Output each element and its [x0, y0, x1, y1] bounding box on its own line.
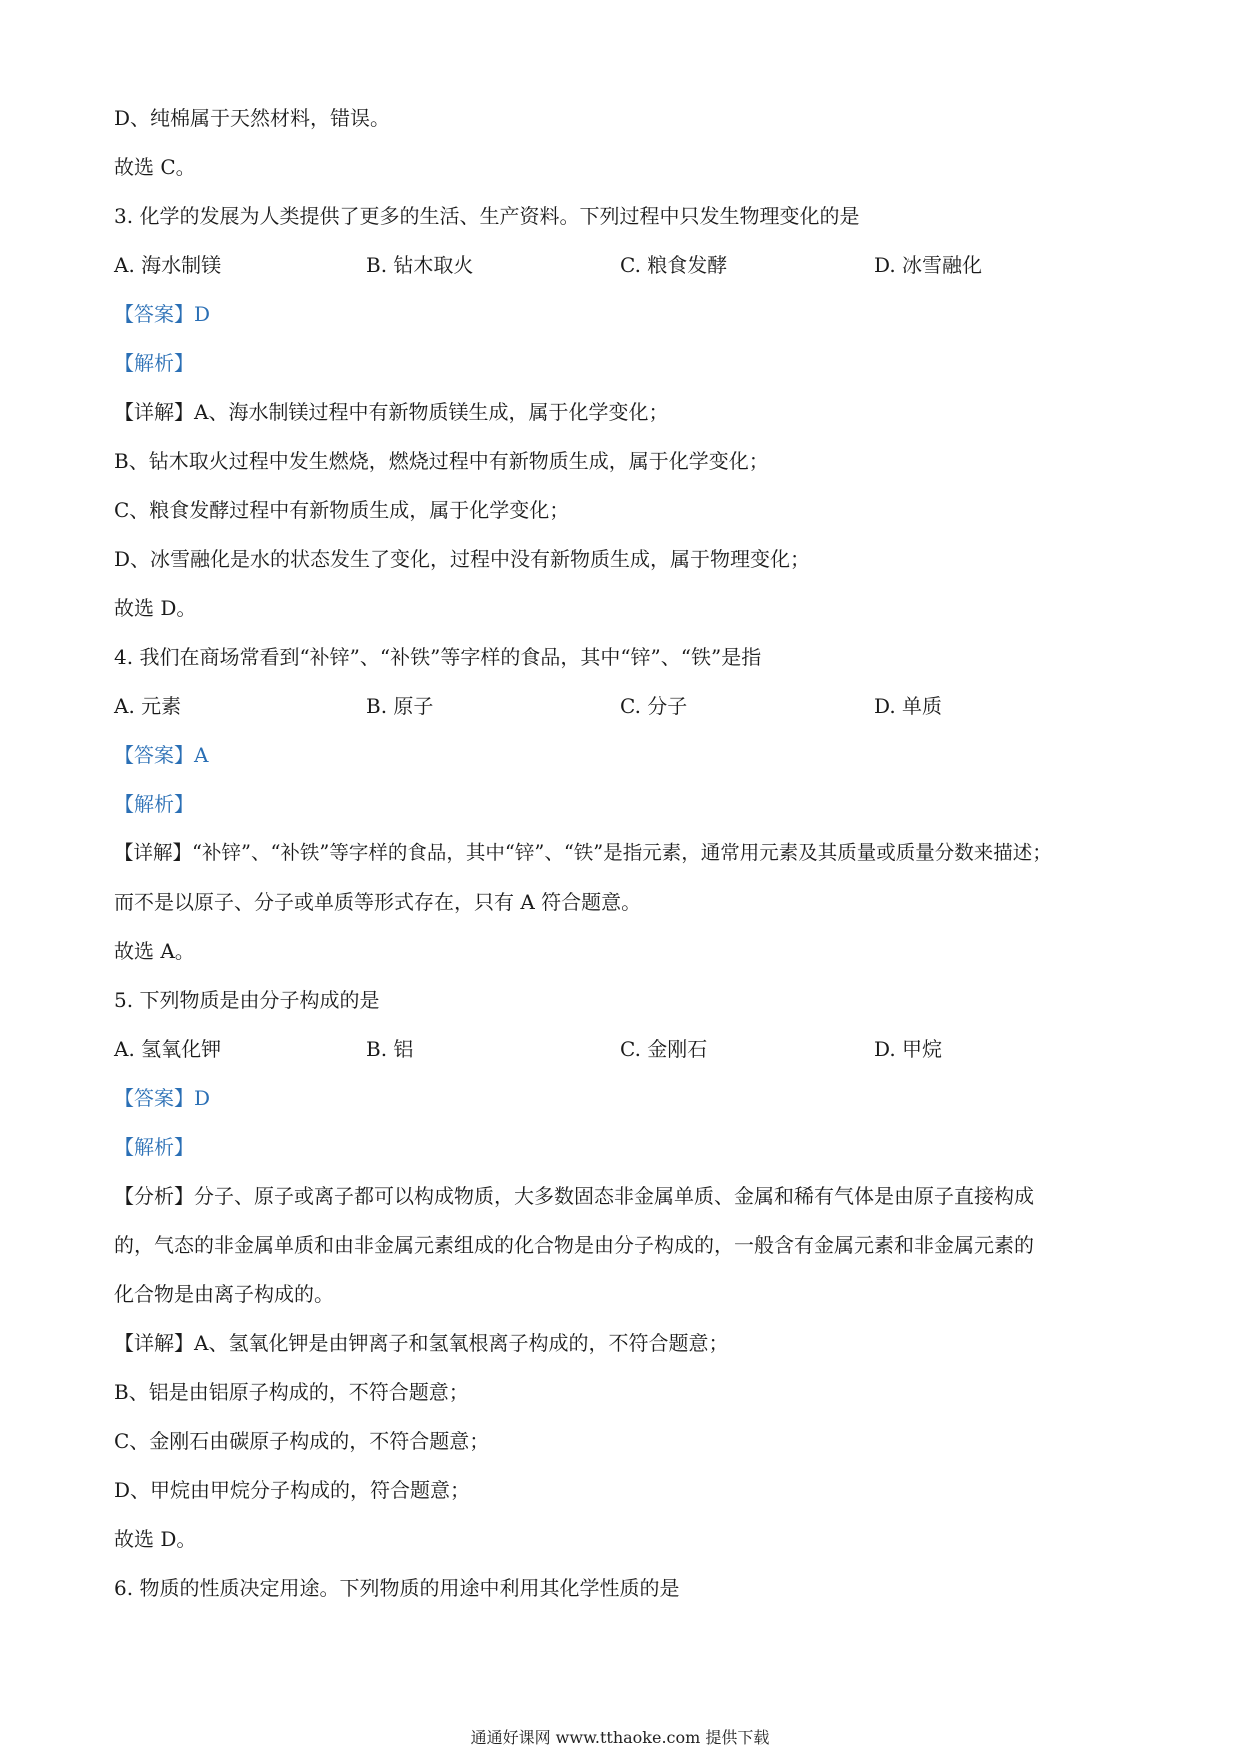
q3-option-b: B. 钻木取火 [366, 253, 474, 277]
q5-detail-d: D、甲烷由甲烷分子构成的，符合题意； [114, 1478, 471, 1502]
q4-analysis-heading: 【解析】 [114, 792, 194, 816]
q4-answer: 【答案】A [114, 743, 209, 767]
q3-option-d: D. 冰雪融化 [874, 253, 983, 277]
q4-detail-line-2: 而不是以原子、分子或单质等形式存在，只有 A 符合题意。 [114, 890, 642, 914]
conclusion-q5: 故选 D。 [114, 1527, 197, 1551]
question-4: 4. 我们在商场常看到“补锌”、“补铁”等字样的食品，其中“锌”、“铁”是指 [114, 645, 762, 669]
q5-analysis-heading: 【解析】 [114, 1135, 194, 1159]
q3-detail-a: 【详解】A、海水制镁过程中有新物质镁生成，属于化学变化； [114, 400, 669, 424]
conclusion-q3: 故选 D。 [114, 596, 197, 620]
q3-analysis-heading: 【解析】 [114, 351, 194, 375]
q5-option-c: C. 金刚石 [620, 1037, 708, 1061]
q5-analysis-line-2: 的，气态的非金属单质和由非金属元素组成的化合物是由分子构成的，一般含有金属元素和非金属元素的 [114, 1233, 1034, 1257]
q5-option-b: B. 铝 [366, 1037, 414, 1061]
q4-option-c: C. 分子 [620, 694, 688, 718]
q5-option-a: A. 氢氧化钾 [114, 1037, 222, 1061]
page-footer: 通通好课网 www.tthaoke.com 提供下载 [470, 1728, 770, 1747]
q5-answer: 【答案】D [114, 1086, 211, 1110]
q4-option-b: B. 原子 [366, 694, 434, 718]
q3-detail-d: D、冰雪融化是水的状态发生了变化，过程中没有新物质生成，属于物理变化； [114, 547, 811, 571]
question-3: 3. 化学的发展为人类提供了更多的生活、生产资料。下列过程中只发生物理变化的是 [114, 204, 860, 228]
answer-line-2d: D、纯棉属于天然材料，错误。 [114, 106, 391, 130]
q5-analysis-line-3: 化合物是由离子构成的。 [114, 1282, 334, 1306]
q4-detail-line-1: 【详解】“补锌”、“补铁”等字样的食品，其中“锌”、“铁”是指元素，通常用元素及其质量或质量分数来描述； [114, 841, 1052, 864]
q3-answer: 【答案】D [114, 302, 211, 326]
q5-detail-a: 【详解】A、氢氧化钾是由钾离子和氢氧根离子构成的，不符合题意； [114, 1331, 729, 1355]
conclusion-q4: 故选 A。 [114, 939, 195, 963]
q4-option-a: A. 元素 [114, 694, 182, 718]
q5-detail-b: B、铝是由铝原子构成的，不符合题意； [114, 1380, 469, 1404]
q3-option-c: C. 粮食发酵 [620, 253, 728, 277]
q3-detail-b: B、钻木取火过程中发生燃烧，燃烧过程中有新物质生成，属于化学变化； [114, 449, 769, 473]
q5-option-d: D. 甲烷 [874, 1037, 943, 1061]
question-5: 5. 下列物质是由分子构成的是 [114, 988, 380, 1012]
q5-detail-c: C、金刚石由碳原子构成的，不符合题意； [114, 1429, 490, 1453]
q3-detail-c: C、粮食发酵过程中有新物质生成，属于化学变化； [114, 498, 570, 522]
question-6: 6. 物质的性质决定用途。下列物质的用途中利用其化学性质的是 [114, 1576, 680, 1600]
q5-analysis-line-1: 【分析】分子、原子或离子都可以构成物质，大多数固态非金属单质、金属和稀有气体是由原子直接构成 [114, 1184, 1034, 1208]
conclusion-q2: 故选 C。 [114, 155, 196, 179]
q3-option-a: A. 海水制镁 [114, 253, 222, 277]
q4-option-d: D. 单质 [874, 694, 943, 718]
